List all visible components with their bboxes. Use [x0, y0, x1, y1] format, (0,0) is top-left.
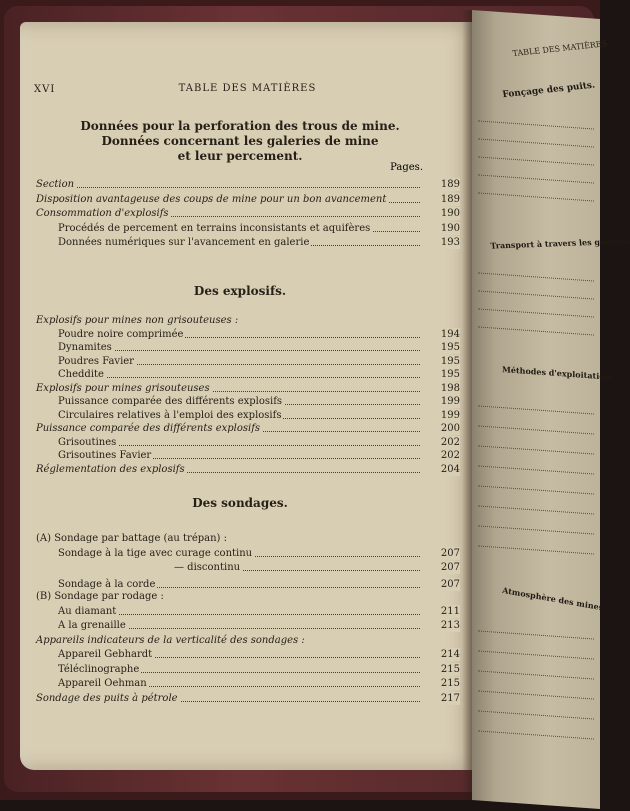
- toc-entry: [20, 368, 460, 381]
- right-line: [478, 174, 594, 183]
- toc-entry: [20, 178, 460, 191]
- toc-entry: [20, 409, 460, 422]
- toc-entry-page: 190: [424, 222, 460, 235]
- toc-entry: [20, 547, 460, 560]
- toc-entry: [20, 561, 460, 574]
- toc-entry-label: Données numériques sur l'avancement en galerie: [58, 237, 310, 248]
- toc-entry: [20, 532, 460, 545]
- toc-entry-page: 189: [424, 178, 460, 191]
- right-line: [478, 445, 594, 454]
- right-section-3: Méthodes d'exploitation.: [502, 364, 614, 382]
- toc-entry: [20, 395, 460, 408]
- toc-entry-label: Poudre noire comprimée: [58, 328, 184, 340]
- toc-entry-label: — discontinu: [174, 562, 241, 573]
- toc-entry: [20, 619, 460, 632]
- toc-entry-page: 200: [424, 422, 460, 435]
- toc-entry-label: Grisoutines Favier: [58, 450, 152, 461]
- toc-entry-label: Procédés de percement en terrains inconsistants et aquifères: [58, 222, 371, 234]
- toc-entry: [20, 314, 460, 327]
- toc-entry: [20, 677, 460, 690]
- toc-entry-label: Sondage à la corde: [58, 578, 156, 590]
- right-line: [478, 465, 594, 474]
- toc-entry-page: 199: [424, 409, 460, 422]
- toc-entry: [20, 207, 460, 220]
- section-title-1-line-3: et leur percement.: [177, 149, 303, 163]
- right-line: [478, 156, 594, 165]
- right-line: [478, 326, 594, 335]
- section-title-1-line-1: Données pour la perforation des trous de mine.: [80, 119, 400, 133]
- toc-entry: [20, 193, 460, 206]
- toc-entry-label: (B) Sondage par rodage :: [36, 591, 164, 602]
- right-line: [478, 525, 594, 534]
- section-title-2: Des explosifs.: [193, 284, 287, 298]
- toc-entry: [20, 422, 460, 435]
- left-page: [20, 22, 475, 770]
- right-line: [478, 505, 594, 514]
- toc-entry-page: 207: [424, 547, 460, 560]
- toc-entry: [20, 463, 460, 476]
- toc-entry: [20, 648, 460, 661]
- section-title-3: Des sondages.: [192, 496, 288, 510]
- toc-entry-page: 195: [424, 341, 460, 354]
- toc-entry-label: Téléclinographe: [58, 663, 140, 675]
- toc-entry-label: Dynamites: [58, 342, 112, 353]
- toc-entry-label: Au diamant: [58, 605, 117, 617]
- right-line: [478, 192, 594, 201]
- toc-entry-label: Section: [36, 179, 75, 190]
- toc-entry-label: Sondage à la tige avec curage continu: [58, 547, 253, 559]
- right-line: [478, 545, 594, 554]
- toc-entry-label: Appareil Gebhardt: [58, 649, 153, 660]
- right-line: [478, 730, 594, 739]
- toc-entry-page: 217: [424, 692, 460, 705]
- toc-entry: [20, 382, 460, 395]
- toc-entry-page: 199: [424, 395, 460, 408]
- right-line: [478, 425, 594, 434]
- right-line: [478, 290, 594, 299]
- right-section-4: Atmosphère des mines: [501, 584, 604, 613]
- toc-entry-page: 195: [424, 355, 460, 368]
- leader-dots: [36, 187, 420, 188]
- right-line: [478, 120, 594, 129]
- right-line: [478, 485, 594, 494]
- toc-entry-page: 189: [424, 193, 460, 206]
- toc-entry-page: 204: [424, 463, 460, 476]
- toc-entry-page: 211: [424, 605, 460, 618]
- leader-dots: [58, 377, 420, 378]
- right-section-2: Transport à travers les galeries: [489, 235, 630, 251]
- toc-entry: [20, 605, 460, 618]
- toc-entry-label: A la grenaille: [58, 620, 126, 631]
- toc-entry-page: 198: [424, 382, 460, 395]
- right-line: [478, 710, 594, 719]
- toc-entry-page: 214: [424, 648, 460, 661]
- toc-entry-page: 215: [424, 677, 460, 690]
- toc-entry-page: 207: [424, 561, 460, 574]
- toc-entry-label: Cheddite: [58, 369, 104, 380]
- toc-entry-label: Poudres Favier: [58, 355, 134, 367]
- toc-entry: [20, 692, 460, 705]
- toc-entry: [20, 341, 460, 354]
- toc-entry-label: Explosifs pour mines non grisouteuses :: [36, 315, 239, 326]
- toc-entry-page: 190: [424, 207, 460, 220]
- toc-entry-page: 207: [424, 578, 460, 591]
- toc-entry-label: Circulaires relatives à l'emploi des explosifs: [58, 409, 282, 421]
- toc-entry: [20, 578, 460, 591]
- right-page: [472, 10, 630, 809]
- toc-entry-label: Appareil Oehman: [58, 678, 147, 689]
- right-line: [478, 630, 594, 639]
- toc-entry: [20, 449, 460, 462]
- right-page-header: TABLE DES MATIÈRES: [511, 39, 608, 59]
- toc-entry-label: Puissance comparée des différents explosifs: [36, 423, 261, 434]
- toc-entry-label: Réglementation des explosifs: [36, 463, 185, 475]
- toc-entry-label: Disposition avantageuse des coups de mine pour un bon avancement: [36, 193, 387, 205]
- page-number: XVI: [34, 84, 56, 95]
- toc-entry-label: Explosifs pour mines grisouteuses: [36, 382, 210, 394]
- toc-entry: [20, 355, 460, 368]
- toc-entry-page: 194: [424, 328, 460, 341]
- toc-entry: [20, 328, 460, 341]
- right-line: [478, 308, 594, 317]
- right-line: [478, 690, 594, 699]
- toc-entry-label: Sondage des puits à pétrole: [36, 692, 178, 704]
- toc-entry-label: Consommation d'explosifs: [36, 208, 169, 219]
- right-line: [478, 650, 594, 659]
- toc-entry-label: Appareils indicateurs de la verticalité des sondages :: [36, 634, 305, 646]
- toc-entry: [20, 663, 460, 676]
- toc-entry-page: 213: [424, 619, 460, 632]
- toc-entry: [20, 590, 460, 603]
- toc-entry: [20, 236, 460, 249]
- toc-entry-label: (A) Sondage par battage (au trépan) :: [36, 533, 228, 544]
- toc-entry: [20, 634, 460, 647]
- pages-label: Pages.: [390, 162, 423, 173]
- right-line: [478, 670, 594, 679]
- toc-entry-label: Grisoutines: [58, 436, 117, 448]
- toc-entry-page: 193: [424, 236, 460, 249]
- toc-entry-page: 202: [424, 436, 460, 449]
- toc-entry: [20, 222, 460, 235]
- right-section-1: Fonçage des puits.: [501, 80, 596, 101]
- toc-entry-page: 215: [424, 663, 460, 676]
- page-title: TABLE DES MATIÈRES: [178, 83, 317, 94]
- toc-entry: [20, 436, 460, 449]
- right-line: [478, 272, 594, 281]
- right-line: [478, 405, 594, 414]
- toc-entry-page: 195: [424, 368, 460, 381]
- section-title-1-line-2: Données concernant les galeries de mine: [101, 134, 379, 148]
- right-line: [478, 138, 594, 147]
- toc-entry-page: 202: [424, 449, 460, 462]
- toc-entry-label: Puissance comparée des différents explosifs: [58, 396, 283, 407]
